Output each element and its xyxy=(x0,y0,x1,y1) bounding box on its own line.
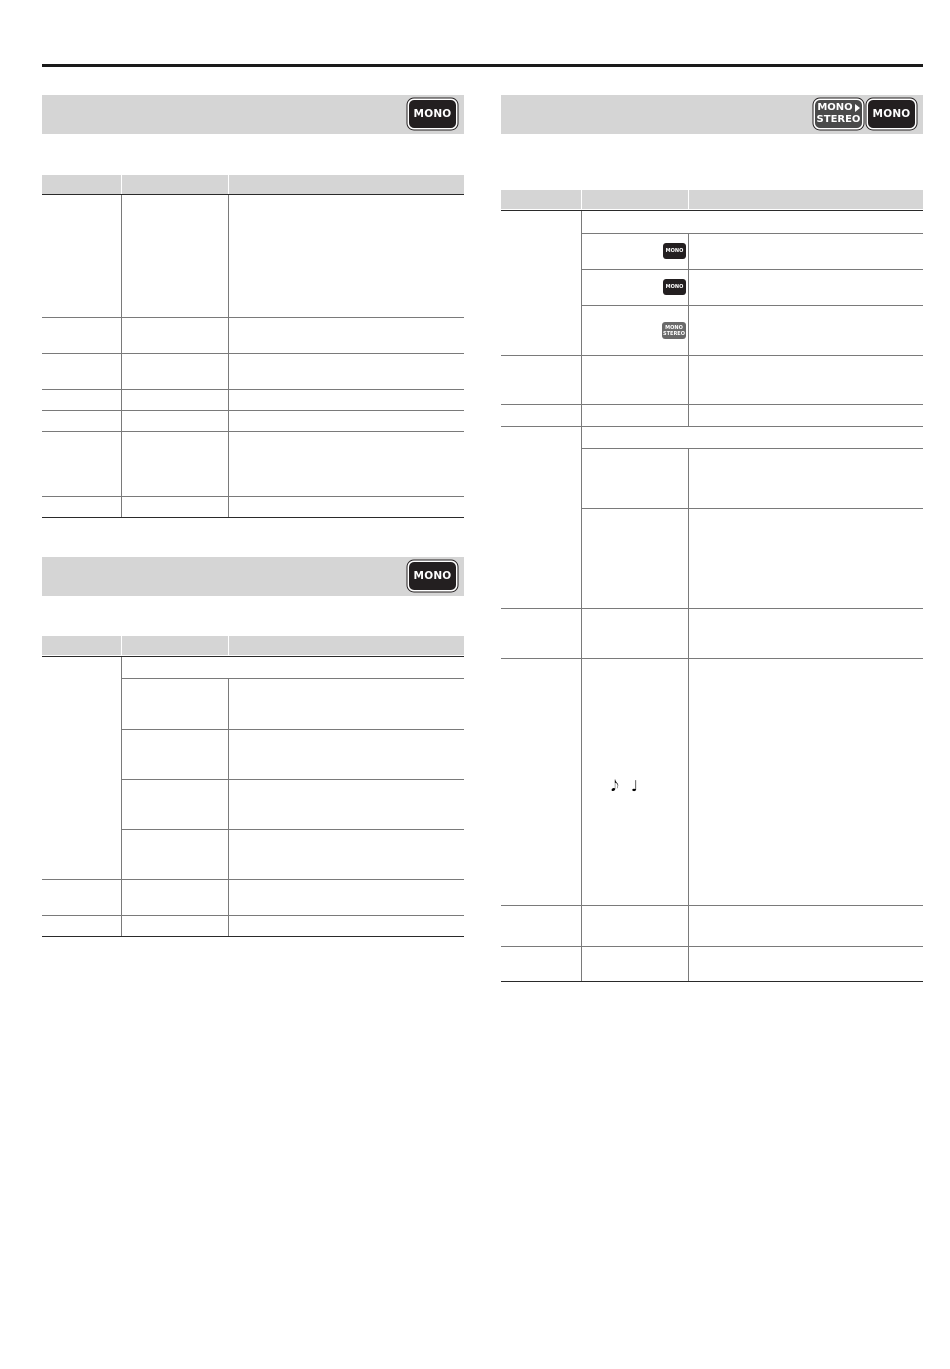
section-header-3 xyxy=(501,95,923,134)
row-rule xyxy=(581,269,923,270)
row-rule xyxy=(501,404,923,405)
header-divider xyxy=(581,190,582,209)
col-divider xyxy=(228,195,229,517)
eighth-note-icon: 𝅘𝅥𝅮 xyxy=(611,777,619,795)
mono-badge: MONO xyxy=(409,100,456,128)
row-rule xyxy=(42,496,464,497)
row-rule xyxy=(501,946,923,947)
row-rule xyxy=(501,608,923,609)
table-header-row xyxy=(42,636,464,655)
section-header-2 xyxy=(42,557,464,596)
row-rule xyxy=(581,448,923,449)
row-rule xyxy=(42,410,464,411)
table-header-row xyxy=(501,190,923,209)
row-rule xyxy=(121,729,464,730)
mono-stereo-badge xyxy=(815,100,862,128)
top-rule xyxy=(42,64,923,67)
row-rule xyxy=(581,233,923,234)
col-divider xyxy=(121,657,122,936)
mono-badge: MONO xyxy=(868,100,915,128)
quarter-note-icon: ♩ xyxy=(631,777,639,795)
header-divider xyxy=(121,175,122,194)
row-rule xyxy=(501,658,923,659)
header-divider xyxy=(228,175,229,194)
header-divider xyxy=(121,636,122,655)
col-divider xyxy=(688,448,689,981)
section-header-1 xyxy=(42,95,464,134)
row-rule xyxy=(121,779,464,780)
col-divider xyxy=(228,679,229,936)
table-bottom-rule xyxy=(501,981,923,982)
header-divider xyxy=(228,636,229,655)
row-rule xyxy=(42,317,464,318)
row-rule xyxy=(42,915,464,916)
row-rule xyxy=(42,389,464,390)
row-rule xyxy=(501,210,923,211)
row-rule xyxy=(42,194,464,195)
mono-stereo-bottom-label: STEREO xyxy=(816,114,861,125)
row-rule xyxy=(121,829,464,830)
row-rule xyxy=(121,678,464,679)
mini-mono-stereo-badge xyxy=(662,322,686,339)
row-rule xyxy=(42,431,464,432)
row-rule xyxy=(42,353,464,354)
mini-mono-badge: MONO xyxy=(663,279,686,295)
mini-mono-badge: MONO xyxy=(663,243,686,259)
mini-mono-stereo-top: MONO xyxy=(665,324,683,331)
row-rule xyxy=(501,905,923,906)
col-divider xyxy=(121,195,122,517)
col-divider xyxy=(581,211,582,981)
mini-mono-stereo-bottom: STEREO xyxy=(663,330,685,337)
col-divider xyxy=(688,233,689,426)
table-bottom-rule xyxy=(42,936,464,937)
table-header-row xyxy=(42,175,464,194)
mono-badge: MONO xyxy=(409,562,456,590)
header-divider xyxy=(688,190,689,209)
row-rule xyxy=(501,426,923,427)
play-triangle-icon xyxy=(855,104,860,112)
row-rule xyxy=(581,305,923,306)
mono-stereo-top xyxy=(817,102,859,114)
table-bottom-rule xyxy=(42,517,464,518)
row-rule xyxy=(581,508,923,509)
row-rule xyxy=(42,879,464,880)
row-rule xyxy=(501,355,923,356)
mono-stereo-top-label: MONO xyxy=(817,102,853,113)
row-rule xyxy=(42,656,464,657)
